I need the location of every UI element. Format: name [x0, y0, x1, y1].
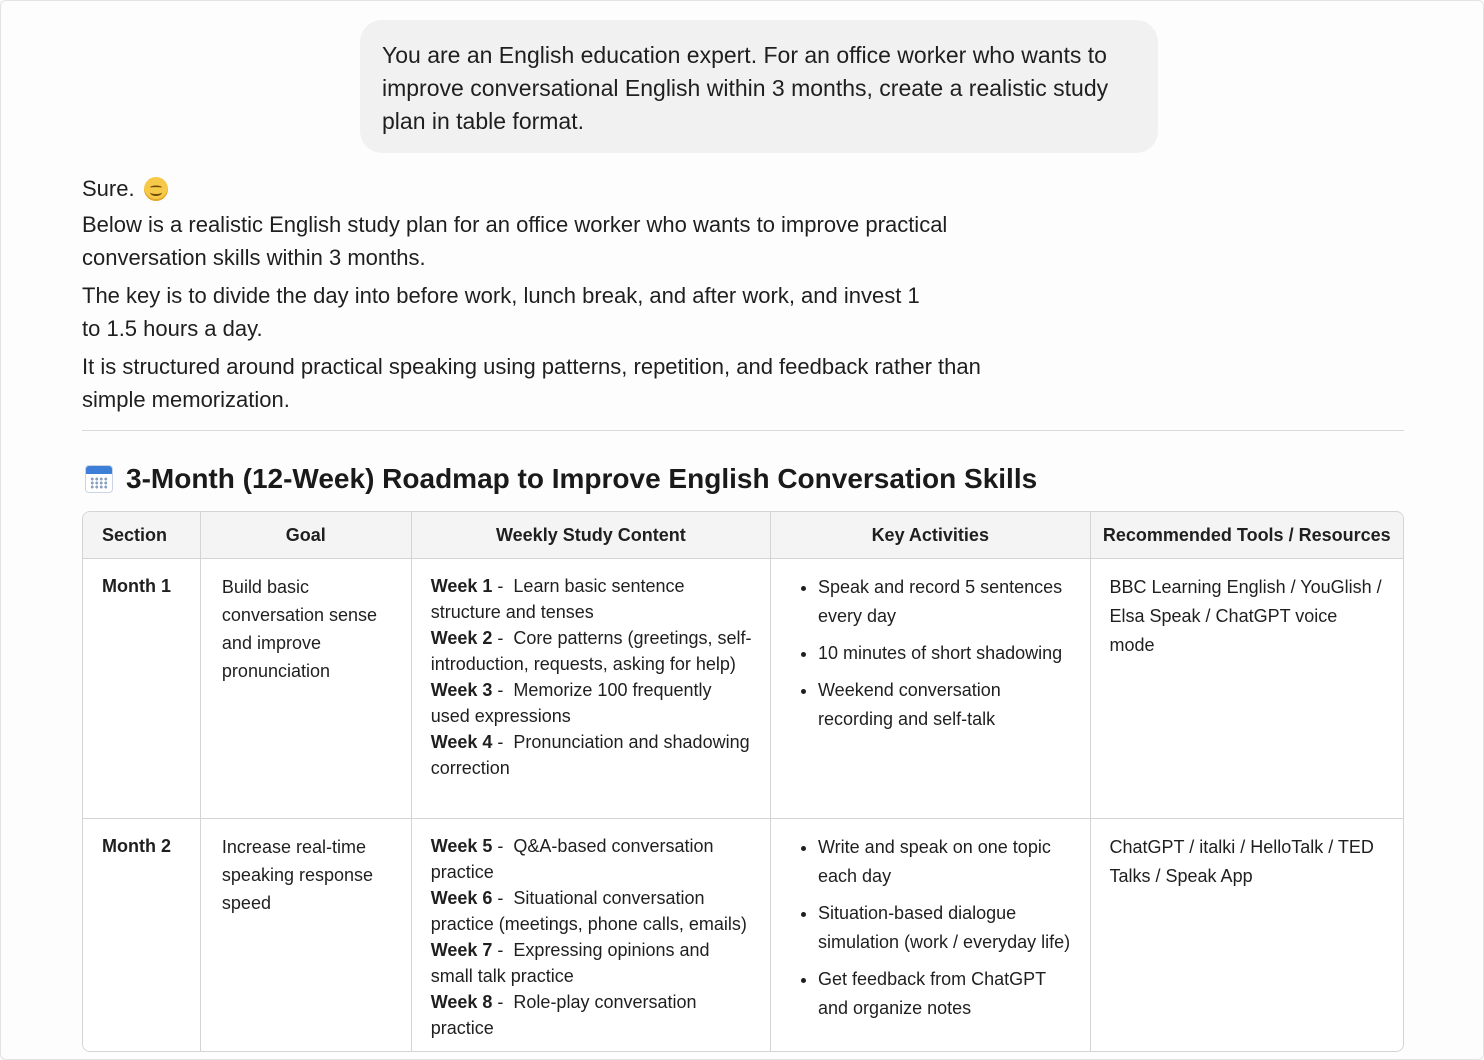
- section-cell: Month 1: [83, 559, 201, 819]
- response-paragraph: It is structured around practical speaking using patterns, repetition, and feedback rather than simple memorization.: [82, 354, 981, 412]
- week-item: Week 8 - Role-play conversation practice: [430, 992, 697, 1038]
- table-header-row: [83, 512, 1403, 559]
- week-label: Week 5: [430, 836, 493, 856]
- week-item: Week 4 - Pronunciation and shadowing correction: [430, 732, 750, 778]
- activity-item: • Weekend conversation recording and self-talk: [818, 676, 1073, 734]
- goal-cell: Build basic conversation sense and improve pronunciation: [201, 559, 412, 819]
- weekly-content-cell: [412, 819, 771, 1051]
- activity-item: • Get feedback from ChatGPT and organize notes: [818, 965, 1073, 1023]
- week-text: Learn basic sentence structure and tenses: [430, 576, 685, 622]
- week-text: Situational conversation practice (meetings, phone calls, emails): [430, 888, 747, 934]
- week-item: Week 6 - Situational conversation practice (meetings, phone calls, emails): [430, 888, 747, 934]
- column-header: Section: [83, 512, 201, 559]
- column-header: Recommended Tools / Resources: [1091, 512, 1404, 559]
- activity-item: • Situation-based dialogue simulation (work / everyday life): [818, 899, 1073, 957]
- activity-item: • Speak and record 5 sentences every day: [818, 573, 1073, 631]
- column-header: Goal: [201, 512, 412, 559]
- week-text: Role-play conversation practice: [430, 992, 697, 1038]
- user-message-text: You are an English education expert. For an office worker who wants to improve conversational English within 3 months, create a realistic study plan in table format.: [382, 42, 1109, 134]
- week-label: Week 4: [430, 732, 493, 752]
- week-label: Week 8: [430, 992, 493, 1012]
- assistant-greeting: [82, 173, 1404, 205]
- user-message-bubble: [360, 20, 1158, 153]
- week-label: Week 6: [430, 888, 493, 908]
- column-header: Weekly Study Content: [412, 512, 771, 559]
- week-text: Pronunciation and shadowing correction: [430, 732, 750, 778]
- table-row: [83, 559, 1403, 819]
- activity-item: • Write and speak on one topic each day: [818, 833, 1073, 891]
- week-label: Week 2: [430, 628, 493, 648]
- column-header: Key Activities: [771, 512, 1090, 559]
- week-item: Week 7 - Expressing opinions and small talk practice: [430, 940, 710, 986]
- response-paragraph: Below is a realistic English study plan for an office worker who wants to improve practical conversation skills within 3 months.: [82, 212, 948, 270]
- week-text: Memorize 100 frequently used expressions: [430, 680, 712, 726]
- week-item: Week 1 - Learn basic sentence structure and tenses: [430, 576, 685, 622]
- week-label: Week 3: [430, 680, 493, 700]
- smiling-face-icon: [144, 177, 168, 201]
- week-item: Week 5 - Q&A-based conversation practice: [430, 836, 714, 882]
- key-activities-cell: [771, 819, 1090, 1051]
- key-activities-cell: [771, 559, 1090, 819]
- study-plan-table: [82, 511, 1404, 1052]
- week-label: Week 7: [430, 940, 493, 960]
- week-text: Q&A-based conversation practice: [430, 836, 714, 882]
- activity-item: • 10 minutes of short shadowing: [818, 639, 1073, 668]
- greeting-text: Sure.: [82, 176, 135, 201]
- assistant-response: [82, 173, 1404, 1052]
- section-divider: [82, 430, 1404, 431]
- section-cell: Month 2: [83, 819, 201, 1051]
- weekly-content-cell: [412, 559, 771, 819]
- roadmap-heading-text: 3-Month (12-Week) Roadmap to Improve English Conversation Skills: [126, 463, 1038, 494]
- calendar-icon: [85, 465, 113, 493]
- tools-cell: BBC Learning English / YouGlish / Elsa Speak / ChatGPT voice mode: [1091, 559, 1404, 819]
- week-item: Week 2 - Core patterns (greetings, self-introduction, requests, asking for help): [430, 628, 752, 674]
- roadmap-heading: [82, 463, 1404, 495]
- tools-cell: ChatGPT / italki / HelloTalk / TED Talks / Speak App: [1091, 819, 1404, 1051]
- table-row: [83, 819, 1403, 1051]
- week-item: Week 3 - Memorize 100 frequently used expressions: [430, 680, 712, 726]
- week-text: Core patterns (greetings, self-introduction, requests, asking for help): [430, 628, 752, 674]
- week-text: Expressing opinions and small talk practice: [430, 940, 710, 986]
- week-label: Week 1: [430, 576, 493, 596]
- response-paragraph: The key is to divide the day into before work, lunch break, and after work, and invest 1 to 1.5 hours a day.: [82, 283, 920, 341]
- goal-cell: Increase real-time speaking response speed: [201, 819, 412, 1051]
